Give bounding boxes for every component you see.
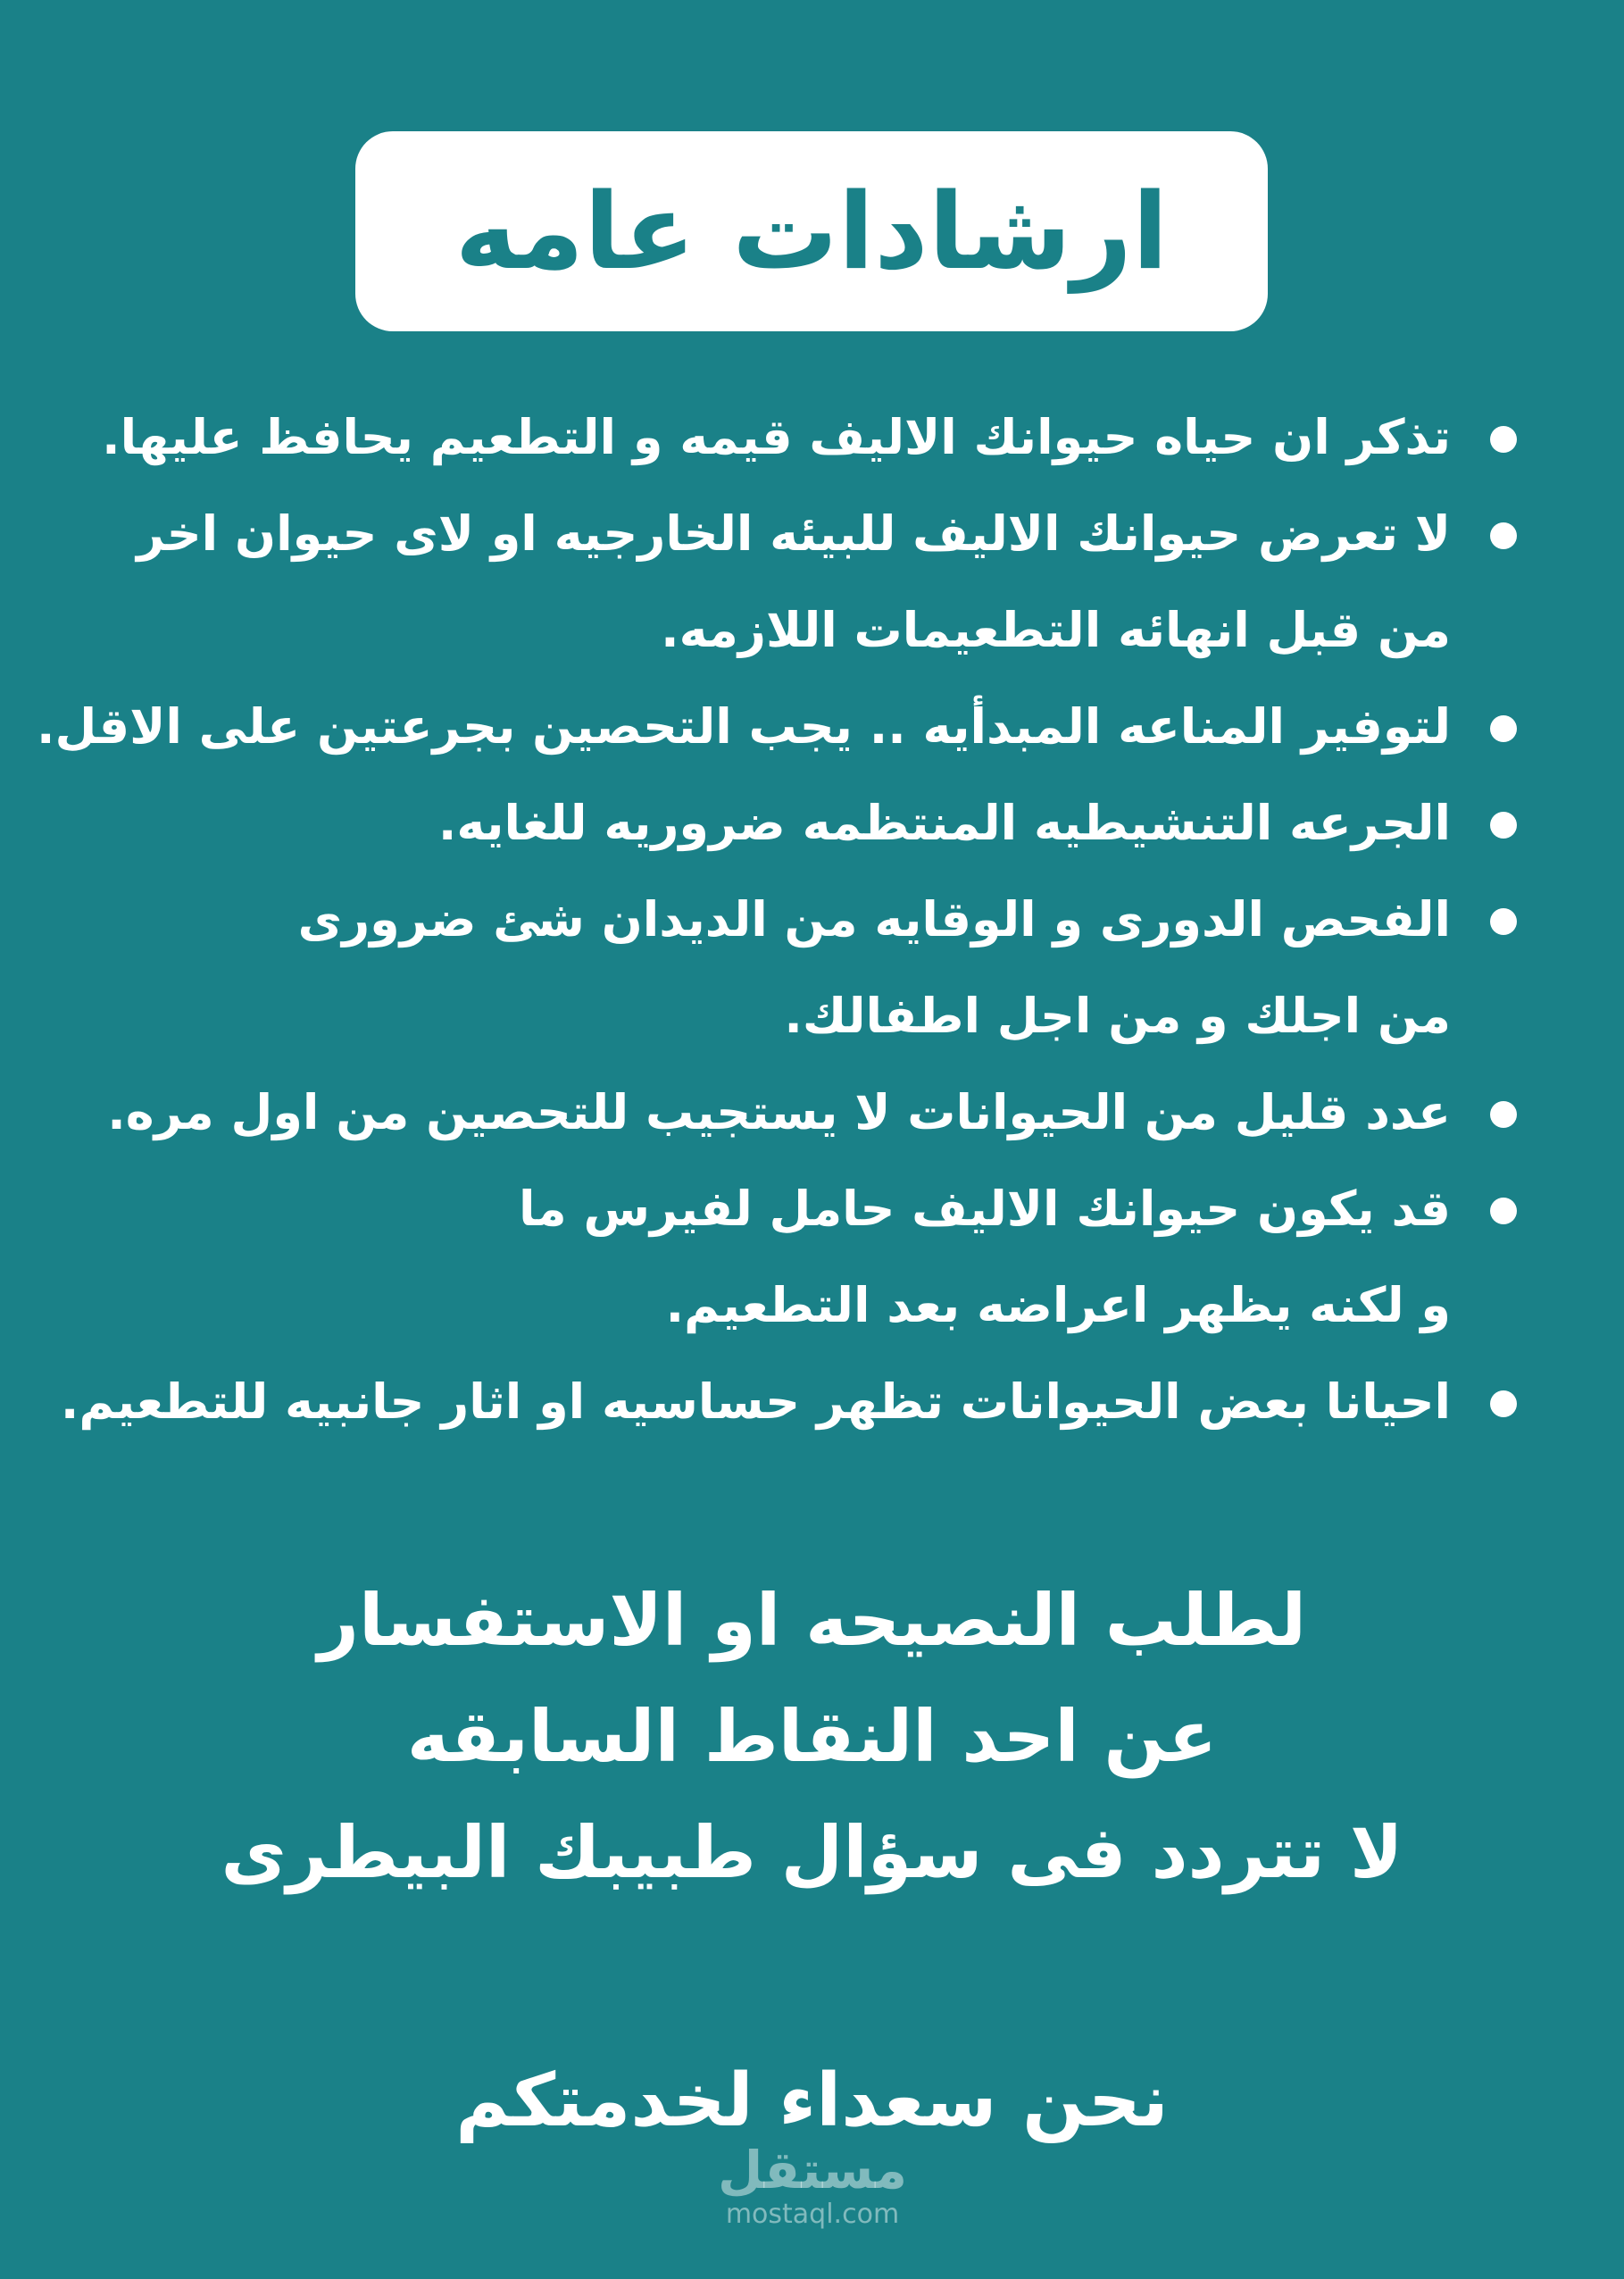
bullet-icon xyxy=(1490,522,1517,549)
list-item-text: عدد قليل من الحيوانات لا يستجيب للتحصين من اول مره. xyxy=(107,1084,1451,1140)
advice-line-2: عن احد النقاط السابقه xyxy=(406,1695,1218,1778)
list-item xyxy=(71,1161,1571,1257)
list-item-continuation xyxy=(71,1257,1571,1354)
list-item xyxy=(37,679,1571,775)
list-item-text: الفحص الدورى و الوقايه من الديدان شئ ضرورى xyxy=(297,891,1451,947)
advice-line-3: لا تتردد فى سؤال طبيبك البيطرى xyxy=(221,1811,1403,1894)
list-item-text: لتوفير المناعه المبدأيه .. يجب التحصين بجرعتين على الاقل. xyxy=(37,698,1451,755)
list-item-text: تذكر ان حياه حيوانك الاليف قيمه و التطعيم يحافظ عليها. xyxy=(102,409,1451,465)
bullet-icon xyxy=(1490,1198,1517,1224)
list-item-continuation xyxy=(71,968,1571,1064)
bullet-icon xyxy=(1490,1390,1517,1417)
list-item-text: قد يكون حيوانك الاليف حامل لفيرس ما xyxy=(518,1181,1451,1237)
watermark-arabic: مستقل xyxy=(717,2140,908,2200)
list-item xyxy=(60,1354,1571,1450)
bullet-icon xyxy=(1490,908,1517,935)
bullet-icon xyxy=(1490,426,1517,453)
list-item-text: من قبل انهائه التطعيمات اللازمه. xyxy=(661,602,1451,658)
list-item-text: لا تعرض حيوانك الاليف للبيئه الخارجيه او لاى حيوان اخر xyxy=(137,505,1451,562)
bullet-icon xyxy=(1490,1101,1517,1128)
bullet-icon xyxy=(1490,812,1517,839)
list-item xyxy=(71,486,1571,582)
watermark-latin: mostaql.com xyxy=(725,2199,900,2230)
watermark-logo xyxy=(696,2141,929,2231)
list-item xyxy=(71,1064,1571,1161)
closing-message: نحن سعداء لخدمتكم xyxy=(455,2058,1169,2143)
list-item-continuation xyxy=(71,582,1571,679)
bullet-icon xyxy=(1490,715,1517,742)
list-item-text: احيانا بعض الحيوانات تظهر حساسيه او اثار جانبيه للتطعيم. xyxy=(60,1373,1451,1430)
list-item xyxy=(71,872,1571,968)
list-item xyxy=(71,775,1571,872)
contact-advice xyxy=(0,1563,1624,1911)
advice-line-1: لطلب النصيحه او الاستفسار xyxy=(317,1579,1307,1662)
page-title: ارشادات عامه xyxy=(454,170,1169,293)
list-item-text: و لكنه يظهر اعراضه بعد التطعيم. xyxy=(665,1277,1451,1333)
guidelines-list xyxy=(37,389,1571,1450)
list-item-text: من اجلك و من اجل اطفالك. xyxy=(784,988,1451,1044)
list-item-text: الجرعه التنشيطيه المنتظمه ضروريه للغايه. xyxy=(437,795,1451,851)
title-banner xyxy=(355,131,1268,331)
list-item xyxy=(71,389,1571,486)
